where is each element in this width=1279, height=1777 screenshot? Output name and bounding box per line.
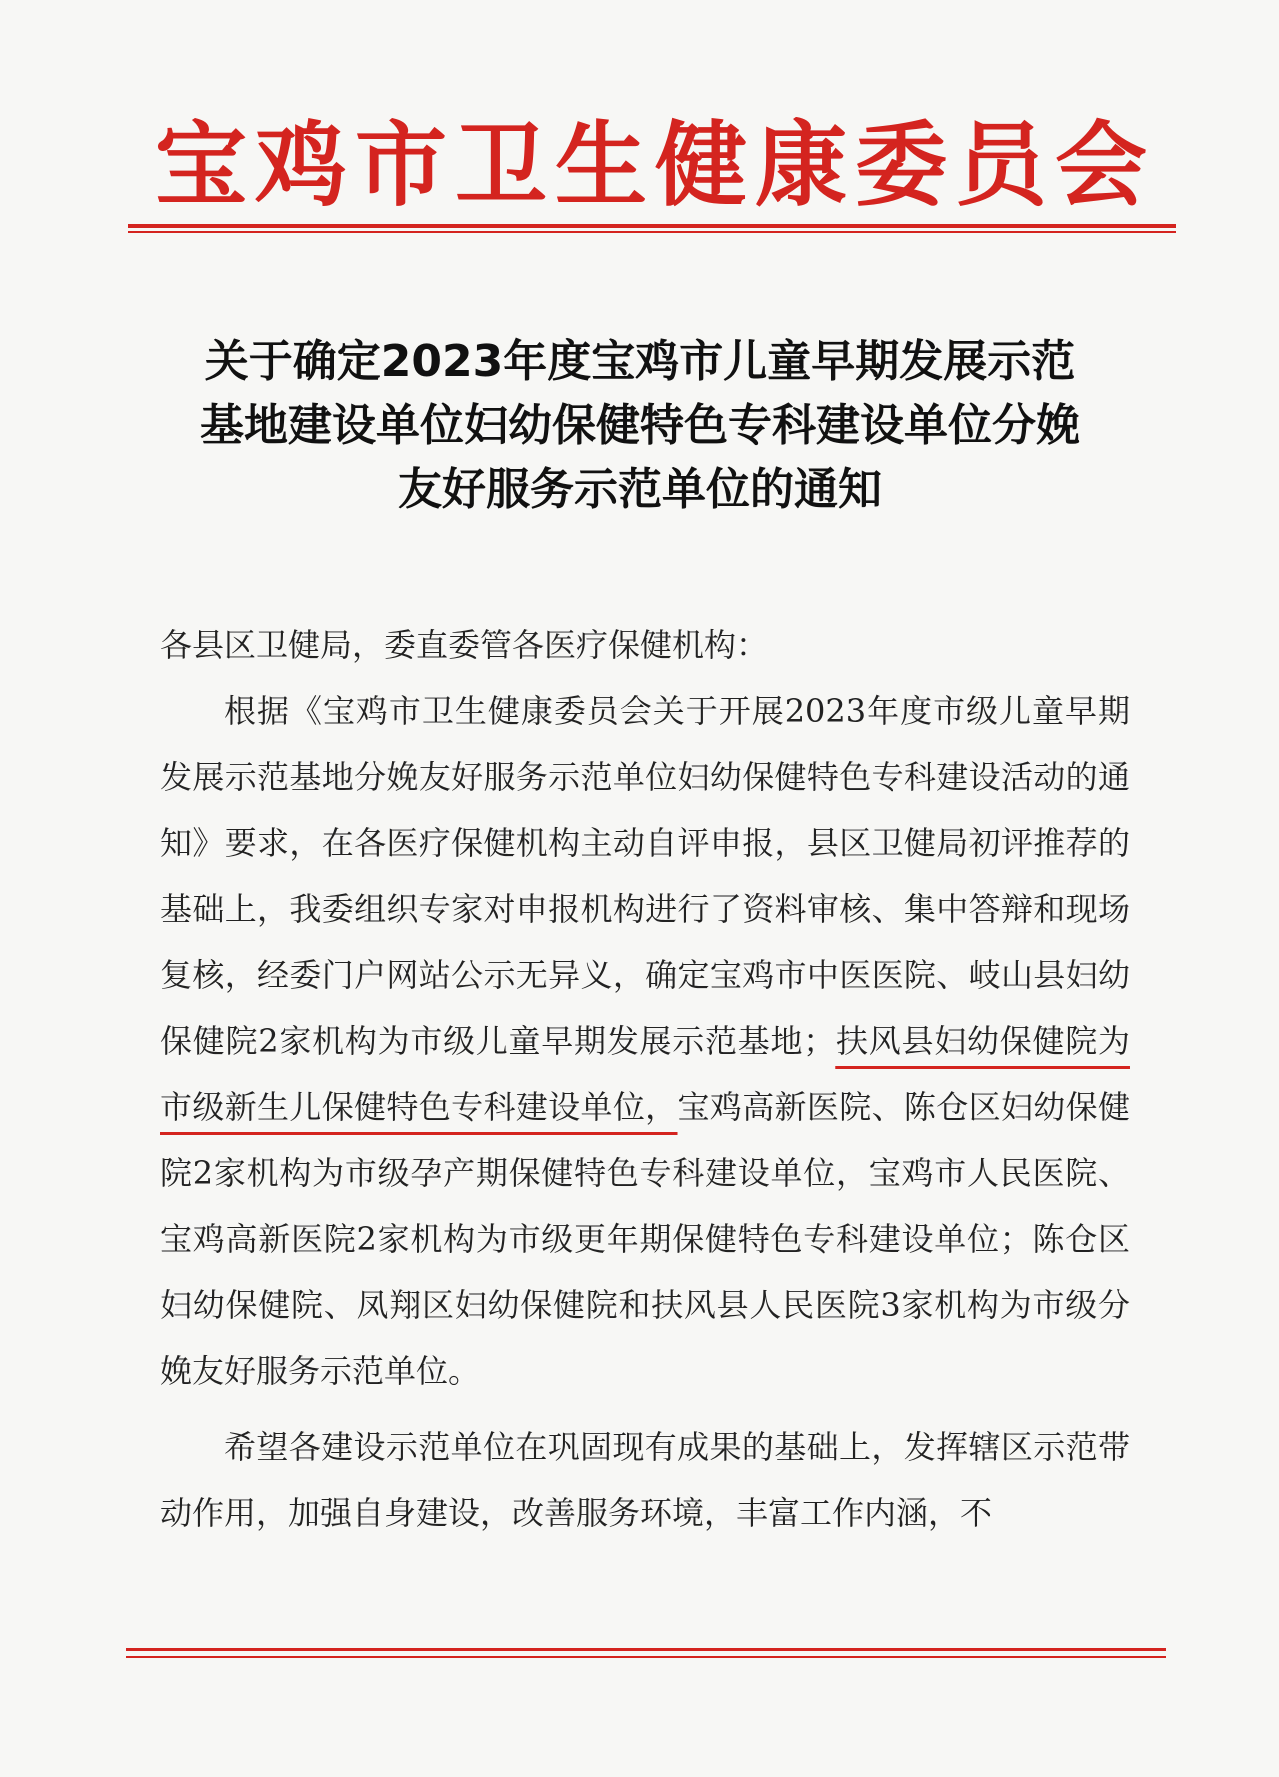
- title-line-2: 基地建设单位妇幼保健特色专科建设单位分娩: [200, 400, 1080, 451]
- paragraph-1-part-1: 根据《宝鸡市卫生健康委员会关于开展2023年度市级儿童早期发展示范基地分娩友好服务示范单位妇幼保健特色专科建设活动的通知》要求，在各医疗保健机构主动自评申报，县区卫健局初评推荐的基础上，我委组织专家对申报机构进行了资料审核、集中答辩和现场复核，经委门户网站公示无异义，确定宝鸡市中医医院、岐山县妇幼保健院2家机构为市级儿童早期发展示范基地；: [160, 692, 1130, 1060]
- paragraph-1-part-2: 宝鸡高新医院、陈仓区妇幼保健院2家机构为市级孕产期保健特色专科建设单位，宝鸡市人民医院、宝鸡高新医院2家机构为市级更年期保健特色专科建设单位；陈仓区妇幼保健院、凤翔区妇幼保健院和扶风县人民医院3家机构为市级分娩友好服务示范单位。: [160, 1088, 1130, 1390]
- paragraph-1: [160, 678, 1130, 1404]
- title-line-1: 关于确定2023年度宝鸡市儿童早期发展示范: [204, 336, 1076, 387]
- letterhead-rule-thin: [128, 231, 1176, 233]
- highlighted-sentence: 扶风县妇幼保健院为市级新生儿保健特色专科建设单位，: [160, 1022, 1130, 1126]
- document-body: [160, 612, 1130, 1546]
- letterhead-rule-thick: [128, 224, 1176, 228]
- letterhead: 宝鸡市卫生健康委员会: [154, 111, 1155, 219]
- document-title: [140, 330, 1140, 522]
- paragraph-2: 希望各建设示范单位在巩固现有成果的基础上，发挥辖区示范带动作用，加强自身建设，改善服务环境，丰富工作内涵，不: [160, 1428, 1130, 1532]
- footer-rule-thin: [126, 1656, 1166, 1658]
- footer-rule-thick: [126, 1648, 1166, 1651]
- title-line-3: 友好服务示范单位的通知: [398, 464, 882, 515]
- salutation: 各县区卫健局，委直委管各医疗保健机构：: [160, 626, 769, 664]
